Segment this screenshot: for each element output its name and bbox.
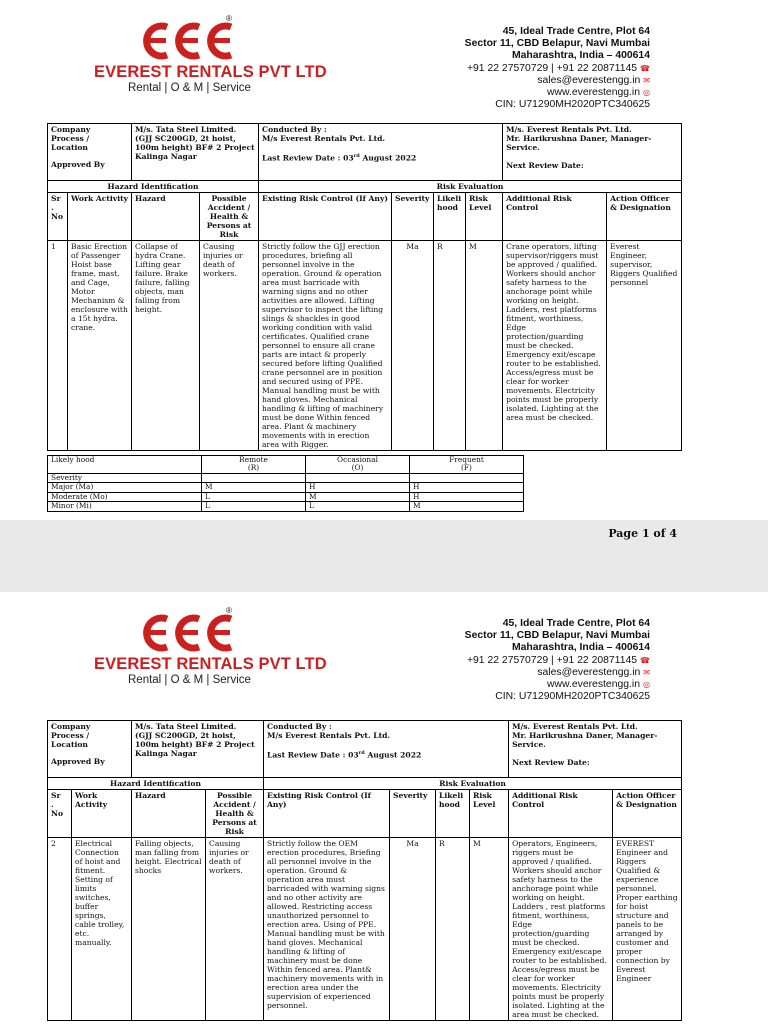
phone-icon: ☎: [640, 63, 650, 73]
matrix-row: Moderate (Mo) L M H: [48, 492, 524, 501]
col-severity: Severity: [392, 193, 434, 241]
company-logo-icon: [140, 610, 240, 656]
form-header-row: Company Process / Location Approved By M/s. Tata Steel Limited. (GJJ SC200GD, 2t hoist, 100m height) BF# 2 Project Kalinga Nagar Conducted By : M/s Everest Rentals Pvt. Ltd. Last Review Date : 03rd August 2022 M/s. Everest Rentals Pvt. Ltd. Mr. Harikrushna Daner, Manager- Service. Next Review Date:: [48, 721, 682, 778]
col-risk-level: Risk Level: [466, 193, 503, 241]
phone-icon: ☎: [640, 655, 650, 665]
owner-cell: M/s. Everest Rentals Pvt. Ltd. Mr. Harikrushna Daner, Manager- Service. Next Review Date:: [503, 124, 682, 181]
matrix-severity-row: Severity: [48, 474, 524, 483]
col-existing-control: Existing Risk Control (If Any): [259, 193, 392, 241]
globe-icon: ◎: [643, 88, 650, 98]
form-header-row: [48, 124, 682, 181]
section-header-row: [48, 181, 682, 193]
address-line-3: Maharashtra, India – 400614: [511, 50, 650, 62]
risk-assessment-table-1: [47, 123, 682, 451]
email-text: sales@everestengg.in: [537, 74, 641, 86]
website-text: www.everestengg.in: [547, 87, 641, 99]
column-header-row: Sr . No Work Activity Hazard Possible Accident / Health & Persons at Risk Existing Risk Control (If Any) Severity Likeli hood Risk Level Additional Risk Control Action Officer & Designation: [48, 790, 682, 838]
company-name: EVEREST RENTALS PVT LTD: [94, 63, 327, 81]
conducted-by-cell: Conducted By : M/s Everest Rentals Pvt. Ltd. Last Review Date : 03rd August 2022: [259, 124, 503, 181]
col-sr: Sr . No: [48, 193, 68, 241]
col-likelihood: Likeli hood: [434, 193, 466, 241]
table-row: 2 Electrical Connection of hoist and fitment. Setting of limits switches, buffer springs, cable trolley, etc. manually. Falling objects, man falling from height. Electrical shocks Causing injuries or death of workers. Strictly follow the OEM erection procedures, Briefing all personnel involve in the operation. Ground & operation area must barricaded with warning signs and no other activity are allowed. Restricting access unauthorized personnel to erection area. Using of PPE. Manual handling must be with hand gloves. Mechanical handling & lifting of machinery must be done Within fenced area. Plant& machinery movements with in erection area under the supervision of experienced personnel. Ma R M Operators, Engineers, riggers must be approved / qualified. Workers should anchor safety harness to the anchorage point while working on height. Ladders , rest platforms fitment, worthiness, Edge protection/guarding must be checked. Emergency exit/escape router to be established. Access/egress must be clear for worker movements. Electricity points must be properly isolated. Lighting at the area must be checked. EVEREST Engineer and Riggers Qualified & experience personnel. Proper earthing for hoist structure and panels to be arranged by customer and proper connection by Everest Engineer: [48, 838, 682, 1021]
company-address-block: [465, 26, 650, 111]
company-logo-icon: [140, 18, 240, 64]
risk-assessment-table-2: [47, 720, 682, 1021]
registered-mark: ®: [226, 14, 232, 23]
risk-evaluation-heading: Risk Evaluation: [259, 181, 682, 193]
company-values-cell: M/s. Tata Steel Limited. (GJJ SC200GD, 2t hoist, 100m height) BF# 2 Project Kalinga Nagar: [132, 124, 259, 181]
col-additional-control: Additional Risk Control: [503, 193, 607, 241]
registered-mark: ®: [226, 606, 232, 615]
risk-matrix-table: [47, 455, 524, 512]
email-icon: ✉: [643, 667, 650, 677]
phone-text: +91 22 27570729 | +91 22 20871145: [466, 62, 638, 74]
col-work-activity: Work Activity: [68, 193, 132, 241]
column-header-row: [48, 193, 682, 241]
company-address-block: 45, Ideal Trade Centre, Plot 64 Sector 11, CBD Belapur, Navi Mumbai Maharashtra, India – 400614 +91 22 27570729 | +91 22 20871145 ☎ sales@everestengg.in ✉ www.everestengg.in ◎ CIN: U71290MH2020PTC340625: [464, 618, 650, 703]
section-header-row: Hazard Identification Risk Evaluation: [48, 778, 682, 790]
company-labels-cell: Company Process / Location Approved By: [48, 124, 132, 181]
hazard-identification-heading: Hazard Identification: [48, 181, 259, 193]
address-line-2: Sector 11, CBD Belapur, Navi Mumbai: [464, 38, 650, 50]
company-name: EVEREST RENTALS PVT LTD: [94, 655, 327, 673]
col-hazard: Hazard: [132, 193, 200, 241]
matrix-row: Major (Ma) M H H: [48, 483, 524, 492]
page-number: Page 1 of 4: [608, 527, 677, 540]
document-page-2: [0, 592, 768, 1024]
col-action-officer: Action Officer & Designation: [607, 193, 682, 241]
table-row: 1 Basic Erection of Passenger Hoist base frame, mast, and Cage, Motor Mechanism & enclosure with a 15t hydra. crane. Collapse of hydra Crane. Lifting gear failure. Brake failure, falling objects, man falling from height. Causing injuries or death of workers. Strictly follow the GJJ erection procedures, briefing all personnel involve in the operation. Ground & operation area must barricade with warning signs and no other activities are allowed. Lifting supervisor to inspect the lifting slings & shackles in good working condition with valid certificates. Qualified crane personnel to ensure all crane parts are intact & properly secured before lifting Qualified crane personnel are in position and secured using of PPE. Manual handling must be with hand gloves. Mechanical handling & lifting of machinery must be done Within fenced area. Plant & machinery movements with in erection area with Rigger. Ma R M Crane operators, lifting supervisor/riggers must be approved / qualified. Workers should anchor safety harness to the anchorage point while working on height. Ladders, rest platforms fitment, worthiness, Edge protection/guarding must be checked. Emergency exit/escape router to be established. Access/egress must be clear for worker movements. Electricity points must be properly isolated. Lighting at the area must be checked. Everest Engineer, supervisor, Riggers Qualified personnel: [48, 241, 682, 451]
company-tagline: Rental | O & M | Service: [128, 82, 251, 94]
cin-text: CIN: U71290MH2020PTC340625: [495, 99, 650, 111]
matrix-row: Minor (Mi) L L M: [48, 502, 524, 511]
globe-icon: ◎: [643, 680, 650, 690]
email-icon: ✉: [643, 75, 650, 85]
matrix-likelihood-row: Likely hood Remote (R) Occasional (O) Frequent (F): [48, 456, 524, 474]
col-possible-accident: Possible Accident / Health & Persons at Risk: [200, 193, 259, 241]
last-review-date: Last Review Date : 03rd August 2022: [262, 153, 417, 163]
address-line-1: 45, Ideal Trade Centre, Plot 64: [502, 26, 650, 37]
company-tagline: Rental | O & M | Service: [128, 674, 251, 686]
